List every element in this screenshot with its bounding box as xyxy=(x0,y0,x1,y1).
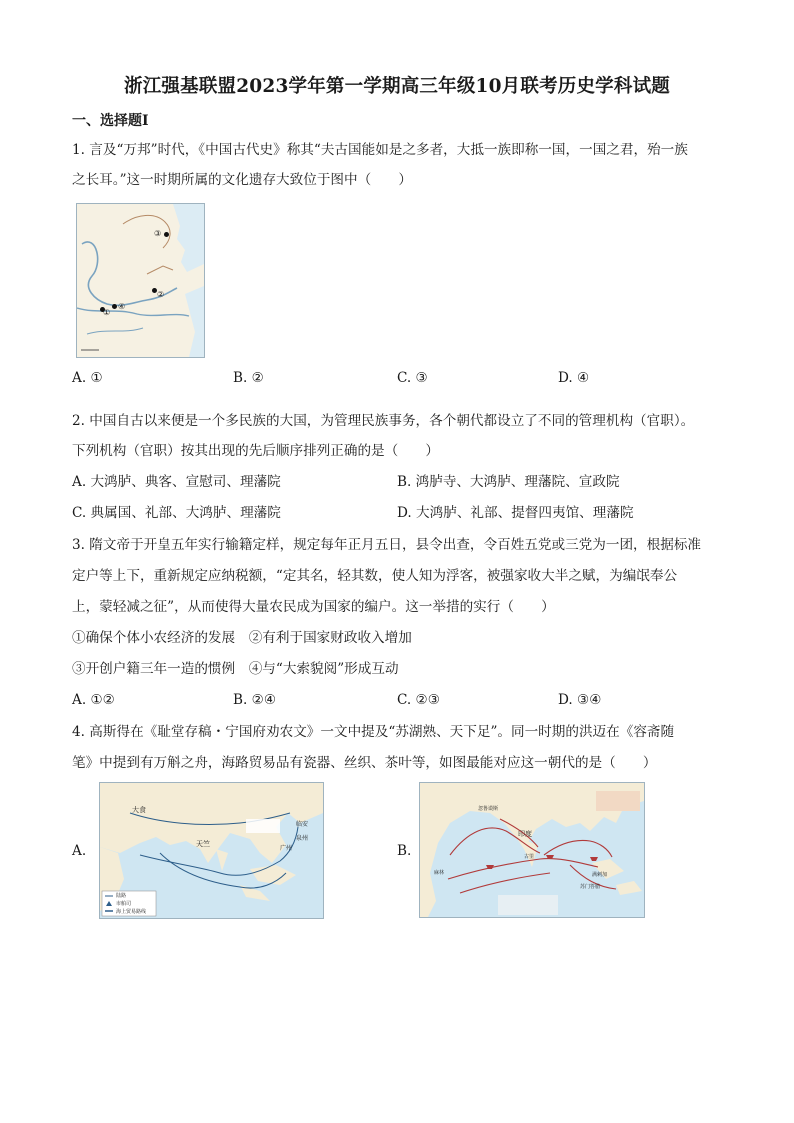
q1-option-d[interactable]: D. ④ xyxy=(558,370,590,386)
q3-statement-2: ③开创户籍三年一造的惯例 ④与“大索貌阅”形成互动 xyxy=(72,661,399,677)
q4-map-b-label-malacca: 满剌加 xyxy=(592,872,608,878)
q4-map-b-label-hormuz: 忽鲁谟斯 xyxy=(478,806,499,812)
q4-map-a-label-guangzhou: 广州 xyxy=(280,845,293,852)
q4-map-a-label-quanzhou: 泉州 xyxy=(296,835,309,842)
q4-map-a-label-dashi: 大食 xyxy=(132,806,146,814)
q4-map-a-label-tianzhu: 天竺 xyxy=(196,840,210,848)
q1-map xyxy=(76,203,205,358)
q3-option-b[interactable]: B. ②④ xyxy=(233,692,277,708)
q1-line-2: 之长耳。”这一时期所属的文化遗存大致位于图中（ ） xyxy=(72,172,412,188)
section-heading: 一、选择题Ⅰ xyxy=(72,113,149,129)
q4-map-a xyxy=(99,782,324,919)
q4-map-b-label-malindi: 麻林 xyxy=(434,870,445,876)
q4-option-b[interactable]: B. xyxy=(397,843,412,859)
q4-map-b-label-india: 印度 xyxy=(518,830,532,838)
q1-option-a[interactable]: A. ① xyxy=(72,370,103,386)
q4-map-a-label-linan: 临安 xyxy=(296,821,309,828)
q4-line-1: 4. 高斯得在《耻堂存稿・宁国府劝农文》一文中提及“苏湖熟、天下足”。同一时期的洪迈在《容斋随 xyxy=(72,724,675,740)
q1-option-b[interactable]: B. ② xyxy=(233,370,264,386)
q4-map-b-graphic xyxy=(420,783,644,917)
q2-option-c[interactable]: C. 典属国、礼部、大鸿胪、理藩院 xyxy=(72,505,281,521)
q2-option-b[interactable]: B. 鸿胪寺、大鸿胪、理藩院、宣政院 xyxy=(397,474,620,490)
q1-marker-3-dot xyxy=(164,232,169,237)
q4-map-b-label-sumatra: 苏门答腊 xyxy=(580,884,601,890)
q3-line-1: 3. 隋文帝于开皇五年实行输籍定样，规定每年正月五日，县令出查，令百姓五党或三党为一团，根据标准 xyxy=(72,537,702,553)
q2-option-a[interactable]: A. 大鸿胪、典客、宣慰司、理藩院 xyxy=(72,474,281,490)
q4-map-b-label-guli: 古里 xyxy=(524,854,535,860)
q1-map-graphic xyxy=(77,204,204,357)
q4-map-b xyxy=(419,782,645,918)
page-title: 浙江强基联盟2023学年第一学期高三年级10月联考历史学科试题 xyxy=(124,76,670,97)
q1-option-c[interactable]: C. ③ xyxy=(397,370,428,386)
q1-marker-3-label: ③ xyxy=(154,229,162,238)
q4-map-a-legend-shibosi: 市舶司 xyxy=(116,901,132,907)
q2-line-1: 2. 中国自古以来便是一个多民族的大国，为管理民族事务，各个朝代都设立了不同的管理机构（官职）。 xyxy=(72,413,695,429)
q1-marker-1-label: ① xyxy=(103,308,111,317)
q1-marker-4-dot xyxy=(112,304,117,309)
q4-map-a-legend-land: 陆路 xyxy=(116,893,127,899)
q3-line-3: 上，蒙轻减之征”，从而使得大量农民成为国家的编户。这一举措的实行（ ） xyxy=(72,599,555,615)
q1-line-1: 1. 言及“万邦”时代，《中国古代史》称其“夫古国能如是之多者，大抵一族即称一国，一国之君，殆一族 xyxy=(72,142,688,158)
q1-marker-4-label: ④ xyxy=(118,302,126,311)
q1-marker-2-label: ② xyxy=(157,290,165,299)
q3-option-a[interactable]: A. ①② xyxy=(72,692,115,708)
q4-map-a-legend-sea: 海上贸易路线 xyxy=(116,909,147,915)
q3-statement-1: ①确保个体小农经济的发展 ②有利于国家财政收入增加 xyxy=(72,630,412,646)
q2-option-d[interactable]: D. 大鸿胪、礼部、提督四夷馆、理藩院 xyxy=(397,505,634,521)
q4-option-a[interactable]: A. xyxy=(72,843,87,859)
q3-option-c[interactable]: C. ②③ xyxy=(397,692,440,708)
q3-line-2: 定户等上下，重新规定应纳税额，“定其名，轻其数，使人知为浮客，被强家收大半之赋，为编氓奉公 xyxy=(72,568,678,584)
q3-option-d[interactable]: D. ③④ xyxy=(558,692,602,708)
q2-line-2: 下列机构（官职）按其出现的先后顺序排列正确的是（ ） xyxy=(72,443,440,459)
q4-line-2: 笔》中提到有万斛之舟，海路贸易品有瓷器、丝织、茶叶等，如图最能对应这一朝代的是（ ） xyxy=(72,755,657,771)
